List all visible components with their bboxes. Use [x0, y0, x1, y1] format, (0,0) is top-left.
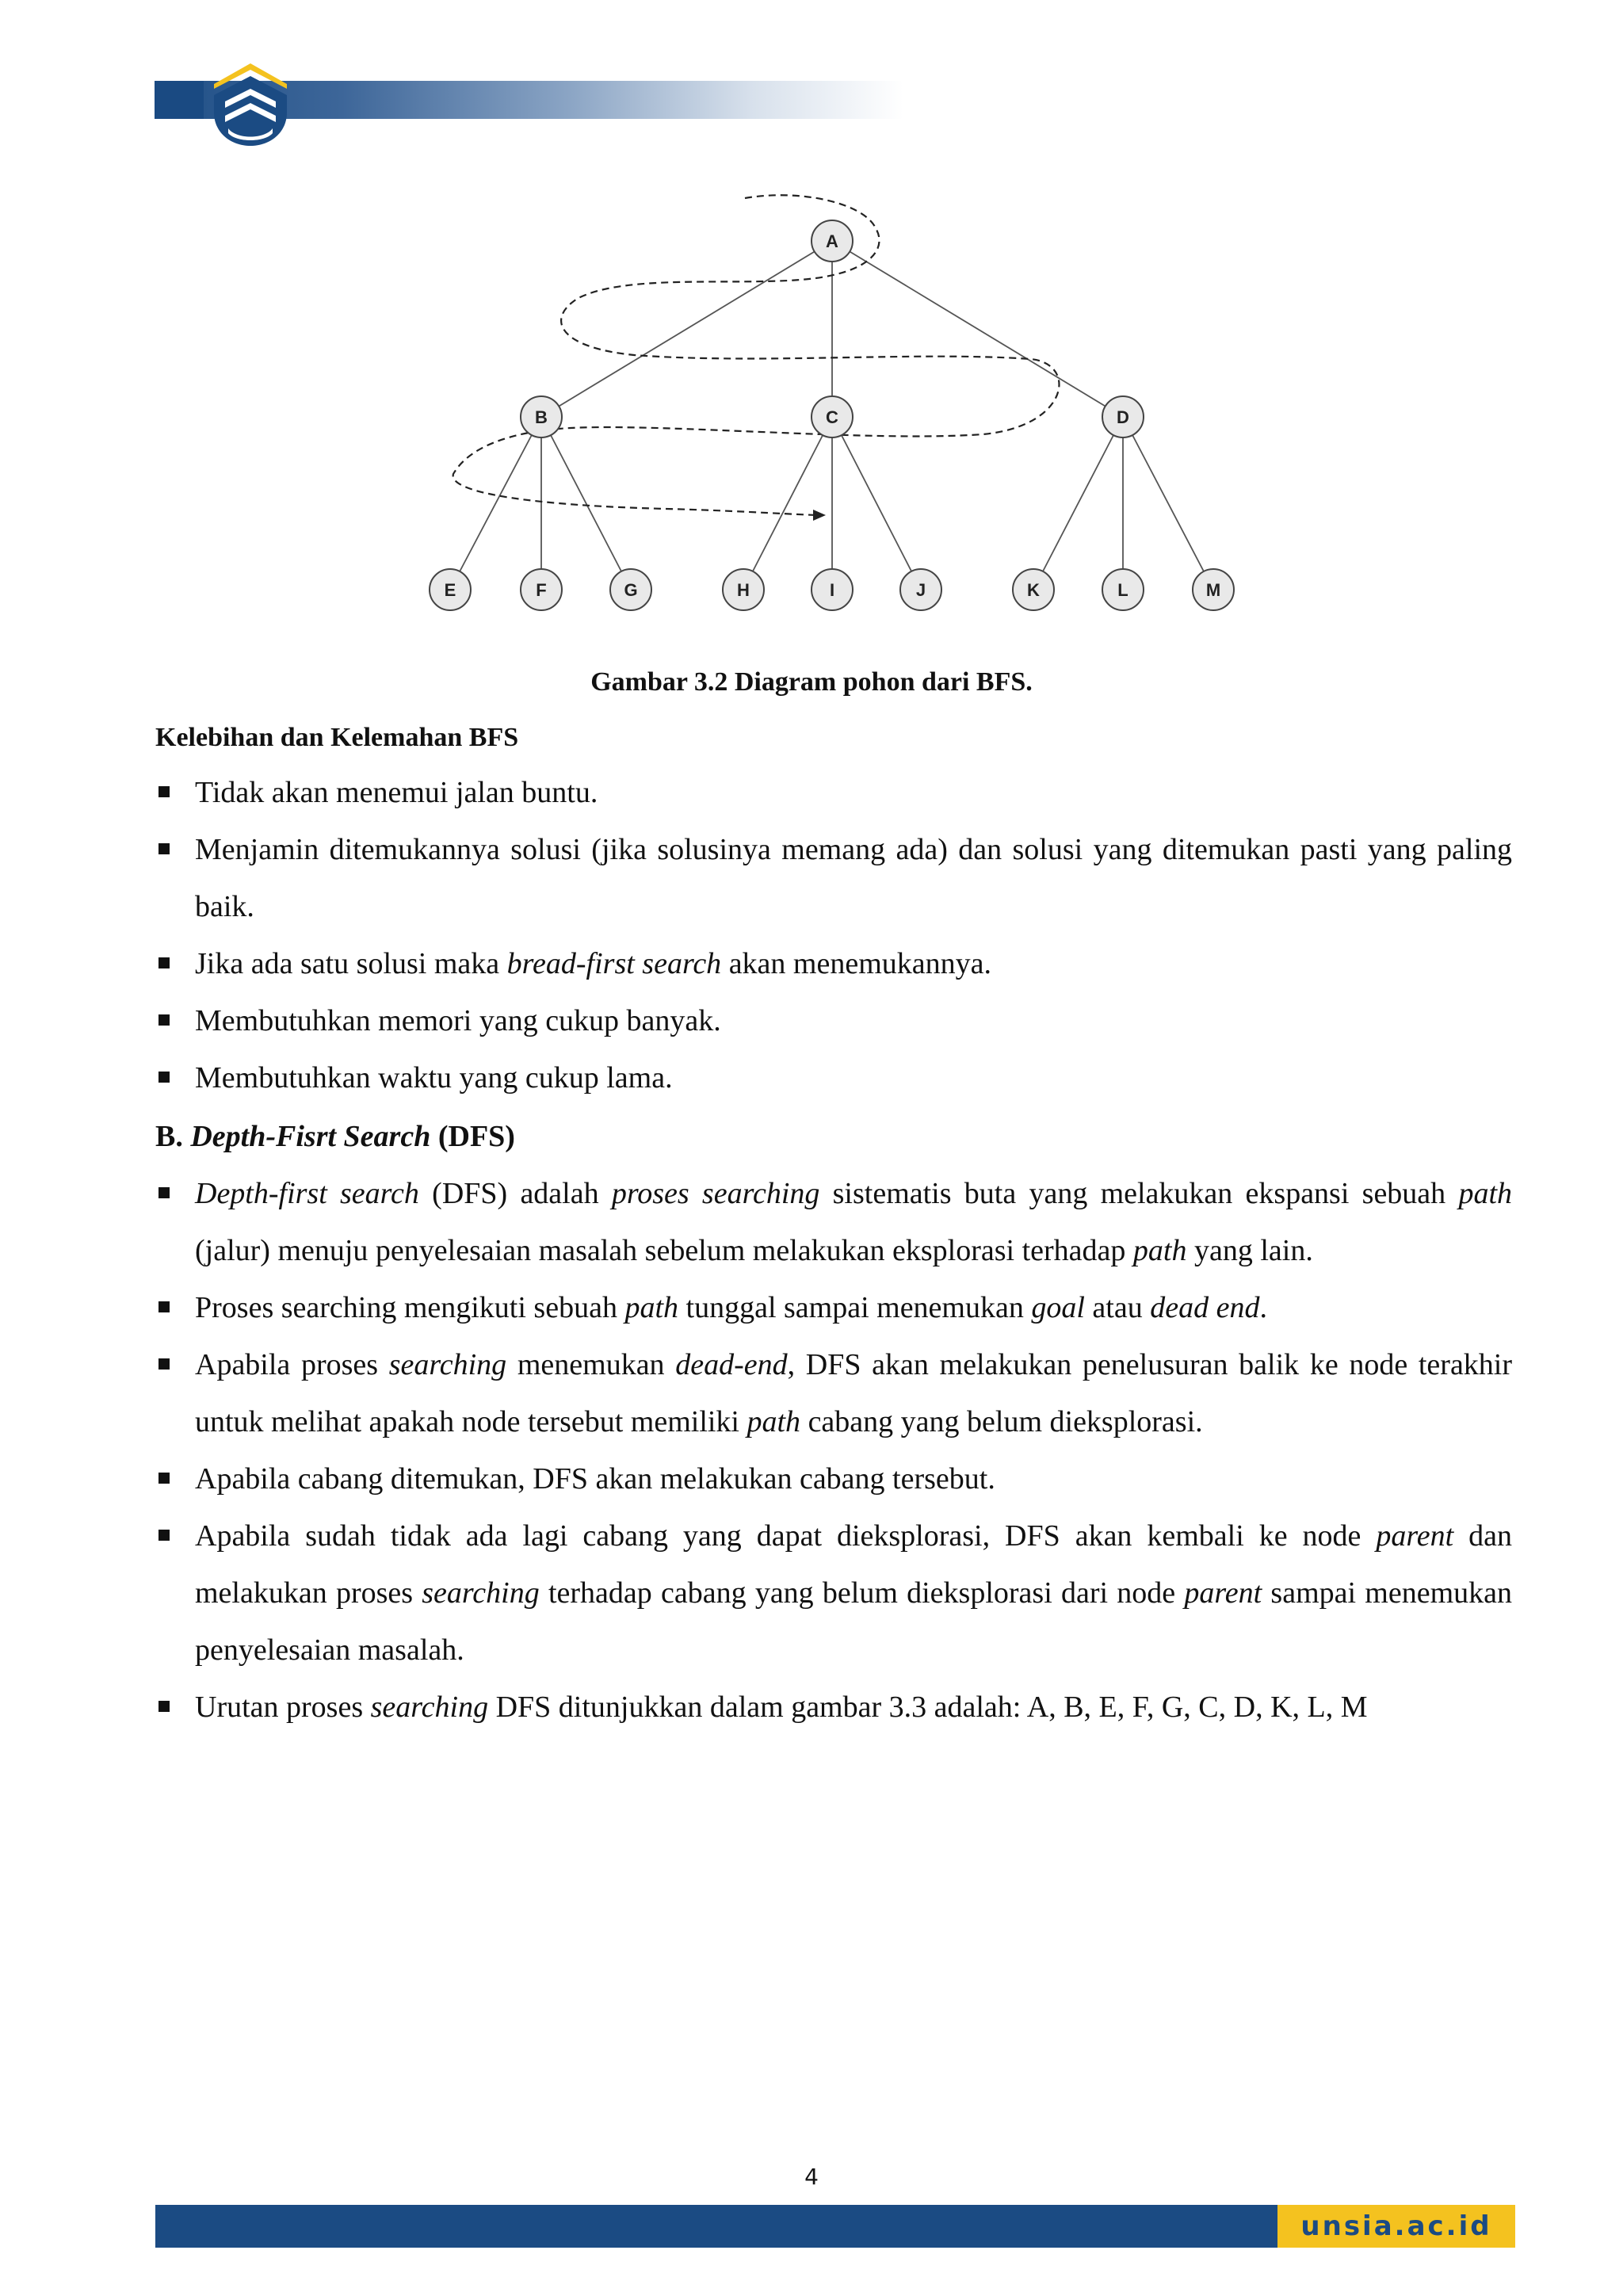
tree-edge: [1033, 417, 1123, 590]
dfs-list-item: Urutan proses searching DFS ditunjukkan dalam gambar 3.3 adalah: A, B, E, F, G, C, D, K, L, M: [155, 1679, 1512, 1736]
tree-node-label: G: [624, 580, 638, 600]
bfs-list-item: Menjamin ditemukannya solusi (jika solusinya memang ada) dan solusi yang ditemukan pasti yang paling baik.: [155, 821, 1512, 935]
tree-node-l: [1102, 569, 1144, 610]
tree-node-label: A: [826, 231, 838, 251]
header-blue-block: [155, 81, 204, 119]
tree-node-m: [1193, 569, 1234, 610]
tree-node-label: F: [536, 580, 547, 600]
footer-bar: [155, 2205, 1515, 2248]
dfs-section-label: B.: [155, 1120, 183, 1153]
tree-edge: [832, 241, 1123, 417]
tree-node-label: H: [737, 580, 750, 600]
tree-node-label: J: [915, 580, 926, 600]
tree-node-h: [723, 569, 764, 610]
dfs-list-item: Apabila proses searching menemukan dead-end, DFS akan melakukan penelusuran balik ke node terakhir untuk melihat apakah node tersebut memiliki path cabang yang belum dieksplorasi.: [155, 1336, 1512, 1450]
bfs-tree-diagram: [428, 189, 1252, 617]
tree-edge: [450, 417, 541, 590]
bfs-list-item: Tidak akan menemui jalan buntu.: [155, 764, 1512, 821]
figure-caption: Gambar 3.2 Diagram pohon dari BFS.: [590, 667, 1033, 697]
tree-node-i: [812, 569, 853, 610]
dfs-list-item: Depth-first search (DFS) adalah proses searching sistematis buta yang melakukan ekspansi sebuah path (jalur) menuju penyelesaian masalah sebelum melakukan eksplorasi terhadap path yang lain.: [155, 1165, 1512, 1279]
bfs-list-item: Membutuhkan memori yang cukup banyak.: [155, 992, 1512, 1049]
bfs-list-item: Membutuhkan waktu yang cukup lama.: [155, 1049, 1512, 1106]
tree-edge: [541, 241, 832, 417]
university-logo-icon: [208, 60, 293, 149]
bfs-advantages-list: [155, 764, 1512, 1106]
tree-node-label: E: [444, 580, 456, 600]
tree-node-label: C: [826, 407, 838, 427]
tree-node-f: [521, 569, 562, 610]
tree-node-j: [900, 569, 941, 610]
tree-node-c: [812, 396, 853, 437]
bfs-subheading: Kelebihan dan Kelemahan BFS: [155, 723, 519, 752]
tree-node-e: [430, 569, 471, 610]
tree-node-label: L: [1117, 580, 1128, 600]
bfs-traversal-path: [453, 195, 1060, 515]
tree-node-b: [521, 396, 562, 437]
tree-edge: [1123, 417, 1213, 590]
tree-node-k: [1013, 569, 1054, 610]
tree-node-label: K: [1027, 580, 1040, 600]
dfs-list-item: Proses searching mengikuti sebuah path tunggal sampai menemukan goal atau dead end.: [155, 1279, 1512, 1336]
tree-edge: [541, 417, 631, 590]
tree-edge: [832, 417, 921, 590]
tree-node-d: [1102, 396, 1144, 437]
tree-node-a: [812, 220, 853, 262]
dfs-list-item: Apabila cabang ditemukan, DFS akan melakukan cabang tersebut.: [155, 1450, 1512, 1507]
tree-node-label: D: [1117, 407, 1129, 427]
dfs-points-list: [155, 1165, 1512, 1736]
page-number: 4: [804, 2164, 819, 2190]
tree-node-label: M: [1205, 580, 1221, 600]
tree-node-g: [610, 569, 651, 610]
tree-node-label: B: [535, 407, 548, 427]
tree-node-label: I: [829, 580, 835, 600]
tree-edge: [743, 417, 832, 590]
dfs-section-abbr: (DFS): [437, 1120, 515, 1153]
bfs-list-item: Jika ada satu solusi maka bread-first search akan menemukannya.: [155, 935, 1512, 992]
dfs-section-title: [155, 1108, 515, 1165]
dfs-list-item: Apabila sudah tidak ada lagi cabang yang dapat dieksplorasi, DFS akan kembali ke node parent dan melakukan proses searching terhadap cabang yang belum dieksplorasi dari node parent sampai menemukan penyelesaian masalah.: [155, 1507, 1512, 1679]
footer-site-url: unsia.ac.id: [1277, 2205, 1515, 2248]
dfs-section-name: Depth-Fisrt Search: [190, 1120, 431, 1153]
